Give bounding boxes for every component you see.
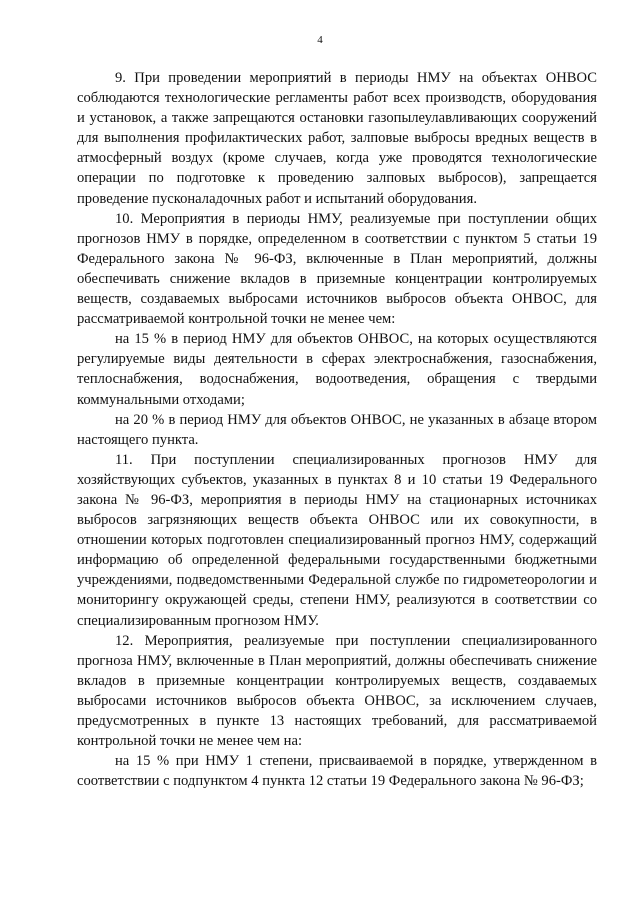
paragraph-12-item-1: на 15 % при НМУ 1 степени, присваиваемой в порядке, утвержденном в соответствии с подпунктом 4 пункта 12 статьи 19 Федерального закона № 96-ФЗ; xyxy=(77,753,597,790)
paragraph-9: 9. При проведении мероприятий в периоды НМУ на объектах ОНВОС соблюдаются технологические регламенты работ всех производств, оборудования и установок, а также запрещаются остановки газопылеулавливающих сооружений для выполнения профилактических работ, залповые выбросы вредных веществ в атмосферный воздух (кроме случаев, когда уже проводятся технологические операции по подготовке к проведению залповых выбросов), запрещается проведение пусконаладочных работ и испытаний оборудования. xyxy=(77,70,597,207)
paragraph-11: 11. При поступлении специализированных прогнозов НМУ для хозяйствующих субъектов, указанных в пунктах 8 и 10 статьи 19 Федерального закона № 96-ФЗ, мероприятия в периоды НМУ на стационарных источниках выбросов загрязняющих веществ объекта ОНВОС или их совокупности, в отношении которых подготовлен специализированный прогноз НМУ, содержащий информацию об определенной федеральными государственными бюджетными учреждениями, подведомственными Федеральной службе по гидрометеорологии и мониторингу окружающей среды, степени НМУ, реализуются в соответствии со специализированным прогнозом НМУ. xyxy=(77,451,597,629)
page-number: 4 xyxy=(317,34,323,46)
paragraph-10-item-1: на 15 % в период НМУ для объектов ОНВОС, на которых осуществляются регулируемые виды деятельности в сферах электроснабжения, газоснабжения, теплоснабжения, водоснабжения, водоотведения, обращения с твердыми коммунальными отходами; xyxy=(77,331,597,408)
paragraph-12: 12. Мероприятия, реализуемые при поступлении специализированного прогноза НМУ, включенные в План мероприятий, должны обеспечивать снижение вкладов в приземные концентрации контролируемых веществ, создаваемых выбросами источников выбросов объекта ОНВОС, за исключением случаев, предусмотренных в пункте 13 настоящих требований, для рассматриваемой контрольной точки не менее чем на: xyxy=(77,632,597,750)
paragraph-10-item-2: на 20 % в период НМУ для объектов ОНВОС, не указанных в абзаце втором настоящего пункта. xyxy=(77,411,597,448)
paragraph-10: 10. Мероприятия в периоды НМУ, реализуемые при поступлении общих прогнозов НМУ в порядке, определенном в соответствии с пунктом 5 статьи 19 Федерального закона № 96-ФЗ, включенные в План мероприятий, должны обеспечивать снижение вкладов в приземные концентрации контролируемых веществ, создаваемых выбросами источников выбросов объекта ОНВОС, для рассматриваемой контрольной точки не менее чем: xyxy=(77,210,597,328)
document-body xyxy=(77,68,597,791)
